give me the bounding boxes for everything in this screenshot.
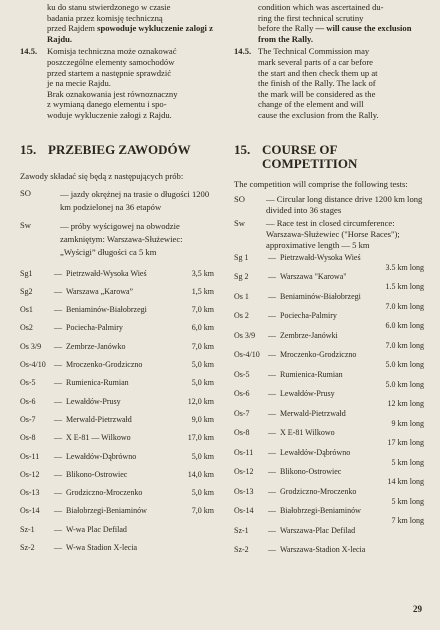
pl-test-location: Pociecha-Palmiry <box>66 323 123 333</box>
en-test-code: Os 2 <box>234 311 249 321</box>
pl-sw-entry <box>20 220 214 259</box>
pl-test-length: 5,0 km <box>191 378 214 388</box>
pl-test-location: Mroczenko-Grodziczno <box>66 360 143 370</box>
en-test-dash: — <box>268 369 276 379</box>
pl-test-dash: — <box>54 469 62 479</box>
pl-test-row <box>20 374 214 392</box>
pl-test-row <box>20 301 214 319</box>
en-section-15-heading <box>234 143 424 171</box>
pl-14-5-line-2: poszczególne elementy samochodów <box>47 56 175 67</box>
pl-test-code: Os2 <box>20 323 33 333</box>
en-test-length: 17 km long <box>387 438 424 448</box>
en-heading-title-line-2: COMPETITION <box>262 155 358 171</box>
en-test-code: Os-13 <box>234 486 254 496</box>
pl-test-dash: — <box>54 524 62 534</box>
en-test-dash: — <box>268 311 276 321</box>
en-test-code: Os 3/9 <box>234 330 256 340</box>
pl-test-location: Rumienica-Rumian <box>66 378 129 388</box>
pl-test-dash: — <box>54 414 62 424</box>
pl-test-code: Os-4/10 <box>20 360 46 370</box>
en-14-5-line-1: The Technical Commission may <box>258 46 370 57</box>
en-test-location: Warszawa-Stadion X-lecia <box>280 545 366 555</box>
pl-test-length: 17,0 km <box>187 433 214 443</box>
en-test-dash: — <box>268 525 276 535</box>
en-test-length: 7 km long <box>391 516 424 526</box>
pl-test-code: Os1 <box>20 305 33 315</box>
en-test-length <box>234 560 424 565</box>
en-test-row <box>234 506 424 526</box>
pl-test-row <box>20 411 214 429</box>
pl-test-length: 9,0 km <box>191 414 214 424</box>
pl-14-5-line-6: z wymianą danego elementu i spo- <box>47 99 167 110</box>
pl-test-code: Os-7 <box>20 414 36 424</box>
en-test-length: 9 km long <box>391 418 424 428</box>
en-test-code: Os-14 <box>234 506 254 516</box>
en-test-code: Os-12 <box>234 467 254 477</box>
en-sw-code: Sw <box>234 217 245 228</box>
pl-test-code: Os-6 <box>20 396 36 406</box>
pl-test-row <box>20 338 214 356</box>
en-test-location: Lewałdów-Dąbrówno <box>280 447 351 457</box>
en-test-code: Os-11 <box>234 447 254 457</box>
pl-test-location: Lewałdów-Prusy <box>66 396 121 406</box>
en-test-dash: — <box>268 350 276 360</box>
pl-test-location: W-wa Stadion X-lecia <box>66 542 138 552</box>
en-heading-number: 15. <box>234 141 251 157</box>
en-14-5-line-3: the start and then check them up at <box>258 67 378 78</box>
en-test-row <box>234 448 424 468</box>
pl-heading-number: 15. <box>20 141 37 157</box>
en-test-location: Lewałdów-Prusy <box>280 389 335 399</box>
pl-test-code: Os-13 <box>20 488 40 498</box>
en-test-location: Warszawa-Plac Defilad <box>280 525 356 535</box>
page-number: 29 <box>413 604 422 614</box>
en-test-code: Os-8 <box>234 428 250 438</box>
pl-14-5-line-4: je na mecie Rajdu. <box>47 78 111 89</box>
en-test-dash: — <box>268 272 276 282</box>
en-test-row <box>234 428 424 448</box>
pl-test-location: Beniaminów-Białobrzegi <box>66 305 147 315</box>
en-test-location: Zembrze-Janówki <box>280 330 338 340</box>
en-test-location: Grodziczno-Mroczenko <box>280 486 357 496</box>
en-test-dash: — <box>268 486 276 496</box>
pl-test-row <box>20 466 214 484</box>
pl-so-entry <box>20 188 214 214</box>
en-test-row <box>234 409 424 429</box>
en-test-location: X E-81 Wilkowo <box>280 428 335 438</box>
en-14-5-line-4: the finish of the Rally. The lack of <box>258 78 376 89</box>
pl-intro: Zawody składać się będą z następujących prób: <box>20 170 184 181</box>
en-test-dash: — <box>268 408 276 418</box>
pl-cont-line-3: przed Rajdem spowoduje wykluczenie zalogi z Rajdu. <box>47 23 213 44</box>
en-14-5-line-5: the mark will be considered as the <box>258 88 376 99</box>
pl-test-code: Sz-2 <box>20 542 35 552</box>
pl-test-row <box>20 521 214 539</box>
polish-column <box>20 0 214 557</box>
pl-test-location: W-wa Plac Defilad <box>66 524 127 534</box>
en-test-row <box>234 350 424 370</box>
en-test-length: 7.0 km long <box>385 340 424 350</box>
pl-test-location: Blikono-Ostrowiec <box>66 469 128 479</box>
pl-test-dash: — <box>54 305 62 315</box>
pl-so-code: SO <box>20 187 31 198</box>
pl-test-dash: — <box>54 360 62 370</box>
pl-test-length: 5,0 km <box>191 451 214 461</box>
en-test-length: 5 km long <box>391 457 424 467</box>
en-test-row <box>234 526 424 546</box>
pl-test-location: Grodziczno-Mroczenko <box>66 488 143 498</box>
pl-test-dash: — <box>54 286 62 296</box>
en-test-code: Os 1 <box>234 291 249 301</box>
en-test-length: 5.0 km long <box>385 379 424 389</box>
pl-cont-line-2: badania przez komisję techniczną <box>47 12 163 23</box>
en-test-code: Sg 2 <box>234 272 249 282</box>
pl-test-length: 5,0 km <box>191 360 214 370</box>
en-test-code: Os-6 <box>234 389 250 399</box>
en-14-5-line-6: change of the element and will <box>258 99 364 110</box>
pl-test-code: Os-8 <box>20 433 36 443</box>
en-test-dash: — <box>268 330 276 340</box>
en-sw-entry <box>234 218 424 251</box>
pl-test-row <box>20 539 214 557</box>
en-test-length: 6.0 km long <box>385 321 424 331</box>
pl-test-dash: — <box>54 451 62 461</box>
pl-sw-text: — próby wyścigowej na obwodzie zamkniętym: Warszawa-Służewiec: „Wyścigi” długości ca 5 km <box>60 220 183 257</box>
pl-cont-line-1: ku do stanu stwierdzonego w czasie <box>47 2 171 12</box>
pl-test-code: Sg2 <box>20 286 33 296</box>
en-cont-line-1: condition which was ascertained du- <box>258 2 384 12</box>
en-test-dash: — <box>268 447 276 457</box>
pl-test-length: 14,0 km <box>187 469 214 479</box>
pl-test-row <box>20 356 214 374</box>
pl-test-row <box>20 502 214 520</box>
en-test-location: Mroczenko-Grodziczno <box>280 350 357 360</box>
pl-test-location: Lewałdów-Dąbrówno <box>66 451 137 461</box>
en-test-code: Sg 1 <box>234 252 249 262</box>
en-so-text: — Circular long distance drive 1200 km long divided into 36 stages <box>266 193 423 215</box>
en-test-row <box>234 253 424 273</box>
en-cont-line-2: ring the first technical scrutiny <box>258 12 364 23</box>
en-test-location: Pietrzwałd-Wysoka Wieś <box>280 252 361 262</box>
en-test-row <box>234 272 424 292</box>
en-test-code: Os-7 <box>234 408 250 418</box>
en-14-5-line-2: mark several parts of a car before <box>258 56 373 67</box>
en-continued-text <box>234 0 424 44</box>
en-test-row <box>234 311 424 331</box>
pl-14-5-line-5: Brak oznakowania jest równoznaczny <box>47 88 178 99</box>
pl-continued-text <box>20 0 214 44</box>
pl-test-row <box>20 393 214 411</box>
en-test-dash: — <box>268 467 276 477</box>
en-test-location: Rumienica-Rumian <box>280 369 343 379</box>
pl-test-code: Sz-1 <box>20 524 35 534</box>
en-test-length: 14 km long <box>387 477 424 487</box>
pl-heading-title: PRZEBIEG ZAWODÓW <box>48 141 191 157</box>
pl-test-length: 12,0 km <box>187 396 214 406</box>
en-sw-text: — Race test in closed circumference: Warszawa-Służewiec ("Horse Races"); approximative length — 5 km <box>266 217 400 250</box>
pl-test-location: Białobrzegi-Beniaminów <box>66 506 147 516</box>
pl-test-row <box>20 319 214 337</box>
pl-test-length: 7,0 km <box>191 506 214 516</box>
en-test-dash: — <box>268 545 276 555</box>
en-test-row <box>234 487 424 507</box>
en-test-code: Os-4/10 <box>234 350 260 360</box>
pl-section-14-5 <box>20 46 214 120</box>
en-test-length: 5.0 km long <box>385 360 424 370</box>
en-test-location: Warszawa "Karowa" <box>280 272 347 282</box>
en-14-5-line-7: cause the exclusion from the Rally. <box>258 109 379 120</box>
pl-test-code: Os-11 <box>20 451 40 461</box>
pl-test-dash: — <box>54 396 62 406</box>
english-column <box>234 0 424 565</box>
en-test-dash: — <box>268 428 276 438</box>
en-test-code: Sz-1 <box>234 525 249 535</box>
pl-test-length: 7,0 km <box>191 305 214 315</box>
pl-test-row <box>20 265 214 283</box>
pl-test-dash: — <box>54 268 62 278</box>
en-test-length: 3.5 km long <box>385 262 424 272</box>
en-test-location: Merwald-Pietrzwałd <box>280 408 346 418</box>
pl-test-location: Zembrze-Janówko <box>66 341 126 351</box>
pl-14-5-line-1: Komisja techniczna może oznakować <box>47 46 177 57</box>
pl-test-dash: — <box>54 433 62 443</box>
pl-test-dash: — <box>54 378 62 388</box>
pl-test-location: Merwald-Pietrzwałd <box>66 414 132 424</box>
en-test-length: 5 km long <box>391 496 424 506</box>
en-test-row <box>234 292 424 312</box>
pl-test-code: Os 3/9 <box>20 341 42 351</box>
en-test-dash: — <box>268 389 276 399</box>
en-test-location: Beniaminów-Białobrzegi <box>280 291 361 301</box>
en-test-length: 1.5 km long <box>385 282 424 292</box>
pl-section-15-heading <box>20 143 214 157</box>
en-test-dash: — <box>268 506 276 516</box>
pl-test-row <box>20 283 214 301</box>
en-test-length: 12 km long <box>387 399 424 409</box>
en-intro: The competition will comprise the following tests: <box>234 178 408 189</box>
en-test-code: Os-5 <box>234 369 250 379</box>
pl-test-length: 1,5 km <box>191 286 214 296</box>
pl-test-length: 7,0 km <box>191 341 214 351</box>
pl-test-code: Os-12 <box>20 469 40 479</box>
en-test-code: Sz-2 <box>234 545 249 555</box>
pl-test-dash: — <box>54 341 62 351</box>
pl-test-dash: — <box>54 542 62 552</box>
pl-14-5-line-7: woduje wykluczenie załogi z Rajdu. <box>47 109 172 120</box>
pl-section-14-5-number: 14.5. <box>20 46 38 57</box>
en-test-list <box>234 253 424 565</box>
en-test-location: Białobrzegi-Beniaminów <box>280 506 361 516</box>
en-section-14-5 <box>234 46 424 120</box>
pl-test-dash: — <box>54 323 62 333</box>
pl-test-code: Sg1 <box>20 268 33 278</box>
pl-so-text: — jazdy okrężnej na trasie o długości 1200 km podzielonej na 36 etapów <box>60 188 210 212</box>
en-test-row <box>234 467 424 487</box>
en-test-dash: — <box>268 291 276 301</box>
en-so-entry <box>234 194 424 216</box>
pl-test-code: Os-14 <box>20 506 40 516</box>
pl-test-length: 5,0 km <box>191 488 214 498</box>
pl-test-row <box>20 429 214 447</box>
en-test-dash: — <box>268 252 276 262</box>
pl-test-row <box>20 484 214 502</box>
pl-test-length: 3,5 km <box>191 268 214 278</box>
en-so-code: SO <box>234 193 245 204</box>
pl-test-dash: — <box>54 488 62 498</box>
pl-test-code: Os-5 <box>20 378 36 388</box>
pl-sw-code: Sw <box>20 219 31 230</box>
en-test-row <box>234 331 424 351</box>
pl-test-dash: — <box>54 506 62 516</box>
pl-test-list <box>20 265 214 558</box>
en-heading-title-line-1: COURSE OF <box>262 141 338 157</box>
pl-test-location: X E-81 — Wilkowo <box>66 433 131 443</box>
en-test-row <box>234 545 424 565</box>
pl-test-row <box>20 448 214 466</box>
en-test-length: 7.0 km long <box>385 301 424 311</box>
pl-test-location: Warszawa „Karowa” <box>66 286 134 296</box>
en-test-location: Pociecha-Palmiry <box>280 311 337 321</box>
en-test-row <box>234 370 424 390</box>
pl-test-location: Pietrzwałd-Wysoka Wieś <box>66 268 147 278</box>
en-cont-line-3: before the Rally — will cause the exclusion from the Rally. <box>258 23 412 44</box>
en-test-row <box>234 389 424 409</box>
pl-14-5-line-3: przed startem a następnie sprawdzić <box>47 67 172 78</box>
en-test-location: Blikono-Ostrowiec <box>280 467 342 477</box>
en-section-14-5-number: 14.5. <box>234 46 252 57</box>
pl-test-length: 6,0 km <box>191 323 214 333</box>
